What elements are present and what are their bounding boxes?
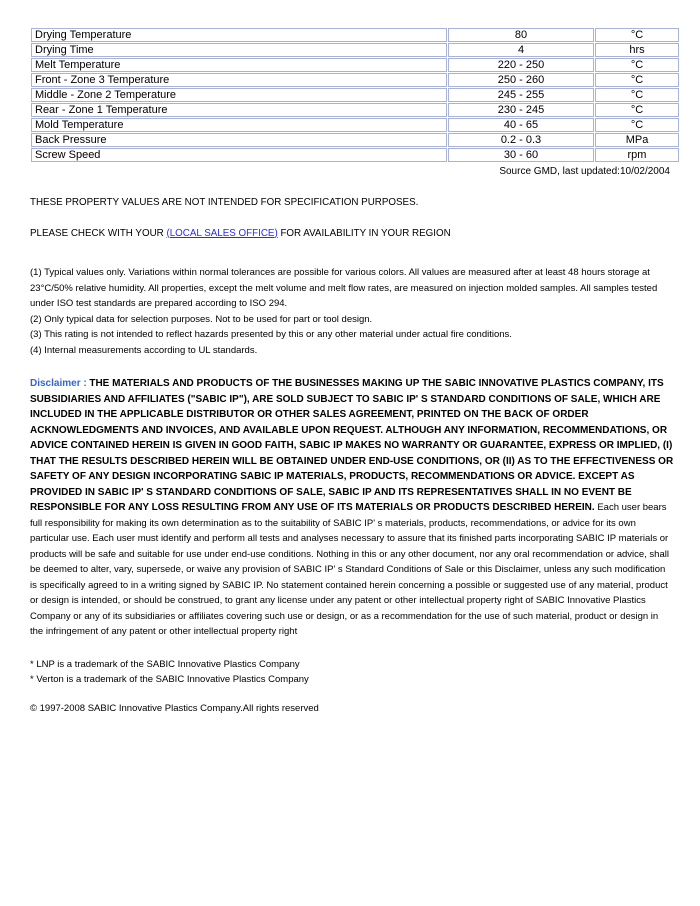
table-row (31, 133, 679, 147)
source-note: Source GMD, last updated:10/02/2004 (499, 166, 670, 177)
table-row (31, 88, 679, 102)
table-row (31, 148, 679, 162)
processing-conditions-body (31, 28, 679, 162)
property-label-cell: Rear - Zone 1 Temperature (31, 103, 447, 117)
footnote-1: (1) Typical values only. Variations within normal tolerances are possible for various colors. All values are measured after at least 48 hours storage at 23°C/50% relative humidity. All properties, except the melt volume and melt flow rates, are measured on injection molded samples. All samples tested under ISO test standards are prepared according to ISO 294. (30, 267, 658, 309)
property-label-cell: Mold Temperature (31, 118, 447, 132)
property-label-cell: Back Pressure (31, 133, 447, 147)
property-value-cell: 230 - 245 (448, 103, 594, 117)
availability-suffix: FOR AVAILABILITY IN YOUR REGION (277, 227, 451, 239)
footnote-3: (3) This rating is not intended to reflect hazards presented by this or any other material under actual fire conditions. (30, 329, 512, 340)
property-unit-cell: °C (595, 28, 679, 42)
property-value-cell: 245 - 255 (448, 88, 594, 102)
disclaimer-label: Disclaimer : (30, 378, 87, 389)
availability-statement (30, 226, 674, 242)
property-unit-cell: °C (595, 88, 679, 102)
property-value-cell: 0.2 - 0.3 (448, 133, 594, 147)
table-row (31, 58, 679, 72)
property-value-cell: 80 (448, 28, 594, 42)
disclaimer-regular-text: Each user bears full responsibility for making its own determination as to the suitability of SABIC IP' s materials, products, recommendations, or advice for its own particular use. Each user must identify and perform all tests and analyses necessary to assure that its finished parts incorporating SABIC IP materials or products will be safe and suitable for use under end-use conditions. Nothing in this or any other document, nor any oral recommendation or advice, shall be deemed to alter, vary, supersede, or waive any provision of SABIC IP' s Standard Conditions of Sale or this Disclaimer, unless any such modification is specifically agreed to in a writing signed by SABIC IP. No statement contained herein concerning a possible or suggested use of any material, product or design is intended, or should be construed, to grant any license under any patent or other intellectual property right of SABIC Innovative Plastics Company or any of its subsidiaries or affiliates covering such use or design, or as a recommendation for the use of such material, product or design in the infringement of any patent or other intellectual property right (30, 502, 669, 637)
copyright-line: © 1997-2008 SABIC Innovative Plastics Company.All rights reserved (30, 702, 319, 714)
property-value-cell: 220 - 250 (448, 58, 594, 72)
property-label-cell: Front - Zone 3 Temperature (31, 73, 447, 87)
local-sales-office-link[interactable]: (LOCAL SALES OFFICE) (166, 227, 278, 239)
property-unit-cell: rpm (595, 148, 679, 162)
property-value-cell: 30 - 60 (448, 148, 594, 162)
property-unit-cell: °C (595, 103, 679, 117)
property-unit-cell: hrs (595, 43, 679, 57)
availability-prefix: PLEASE CHECK WITH YOUR (30, 227, 167, 239)
table-row (31, 73, 679, 87)
property-value-cell: 250 - 260 (448, 73, 594, 87)
property-label-cell: Drying Time (31, 43, 447, 57)
spec-purpose-statement: THESE PROPERTY VALUES ARE NOT INTENDED FOR SPECIFICATION PURPOSES. (30, 197, 419, 208)
property-unit-cell: °C (595, 73, 679, 87)
property-label-cell: Drying Temperature (31, 28, 447, 42)
trademark-verton: * Verton is a trademark of the SABIC Innovative Plastics Company (30, 674, 309, 685)
property-value-cell: 40 - 65 (448, 118, 594, 132)
table-row (31, 103, 679, 117)
property-unit-cell: °C (595, 118, 679, 132)
trademark-lnp: * LNP is a trademark of the SABIC Innovative Plastics Company (30, 658, 300, 670)
property-unit-cell: °C (595, 58, 679, 72)
disclaimer-bold-text: THE MATERIALS AND PRODUCTS OF THE BUSINESSES MAKING UP THE SABIC INNOVATIVE PLASTICS COMPANY, ITS SUBSIDIARIES AND AFFILIATES ("SABIC IP"), ARE SOLD SUBJECT TO SABIC IP' S STANDARD CONDITIONS OF SALE, WHICH ARE INCLUDED IN THE APPLICABLE DISTRIBUTOR OR OTHER SALES AGREEMENT, PRINTED ON THE BACK OF ORDER ACKNOWLEDGMENTS AND INVOICES, AND AVAILABLE UPON REQUEST. ALTHOUGH ANY INFORMATION, RECOMMENDATIONS, OR ADVICE CONTAINED HEREIN IS GIVEN IN GOOD FAITH, SABIC IP MAKES NO WARRANTY OR GUARANTEE, EXPRESS OR IMPLIED, (I) THAT THE RESULTS DESCRIBED HEREIN WILL BE OBTAINED UNDER END-USE CONDITIONS, OR (II) AS TO THE EFFECTIVENESS OR SAFETY OF ANY DESIGN INCORPORATING SABIC IP MATERIALS, PRODUCTS, RECOMMENDATIONS OR ADVICE. EXCEPT AS PROVIDED IN SABIC IP' S STANDARD CONDITIONS OF SALE, SABIC IP AND ITS REPRESENTATIVES SHALL IN NO EVENT BE RESPONSIBLE FOR ANY LOSS RESULTING FROM ANY USE OF ITS MATERIALS OR PRODUCTS DESCRIBED HEREIN. (30, 378, 674, 513)
property-value-cell: 4 (448, 43, 594, 57)
property-label-cell: Melt Temperature (31, 58, 447, 72)
property-label-cell: Screw Speed (31, 148, 447, 162)
table-row (31, 43, 679, 57)
footnote-4: (4) Internal measurements according to UL standards. (30, 344, 258, 356)
footnote-2: (2) Only typical data for selection purposes. Not to be used for part or tool design. (30, 313, 373, 325)
footnotes (30, 265, 674, 358)
processing-conditions-table (30, 27, 680, 163)
table-row (31, 118, 679, 132)
trademark-notes (30, 657, 674, 688)
property-label-cell: Middle - Zone 2 Temperature (31, 88, 447, 102)
table-row (31, 28, 679, 42)
property-unit-cell: MPa (595, 133, 679, 147)
disclaimer-paragraph (30, 376, 674, 640)
